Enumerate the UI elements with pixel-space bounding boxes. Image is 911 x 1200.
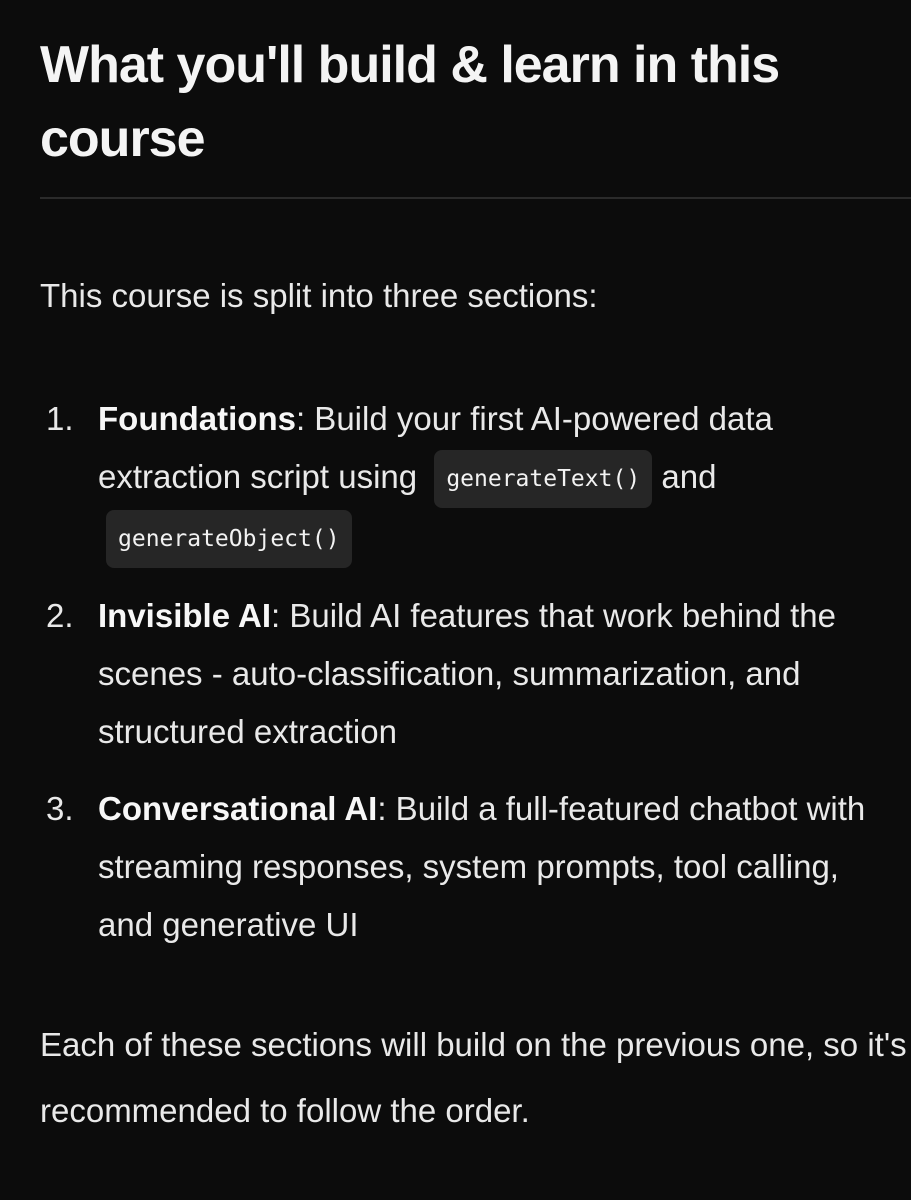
- section-name: Foundations: [98, 400, 296, 437]
- sections-list: [40, 390, 900, 954]
- list-item-invisible-ai: [40, 587, 900, 761]
- outro-text: Each of these sections will build on the previous one, so it's recommended to follow the order.: [40, 1026, 907, 1129]
- section-name: Invisible AI: [98, 597, 271, 634]
- list-number: 3.: [46, 790, 74, 827]
- list-number: 1.: [46, 400, 74, 437]
- intro-text: This course is split into three sections:: [40, 277, 598, 314]
- list-item-conversational-ai: [40, 780, 900, 954]
- page-title: What you'll build & learn in this course: [40, 36, 780, 168]
- list-item-foundations: [40, 390, 900, 568]
- code-generate-object: generateObject(): [106, 510, 352, 568]
- section-description: : Build your first AI-powered data extraction script using: [98, 400, 773, 495]
- list-number: 2.: [46, 597, 74, 634]
- heading-divider: [40, 197, 911, 199]
- section-name: Conversational AI: [98, 790, 378, 827]
- section-description: : Build AI features that work behind the scenes - auto-classification, summarization, and structured extraction: [98, 597, 837, 750]
- code-generate-text: generateText(): [434, 450, 652, 508]
- section-description: : Build a full-featured chatbot with streaming responses, system prompts, tool calling, and generative UI: [98, 790, 866, 943]
- section-joiner: and: [661, 458, 717, 495]
